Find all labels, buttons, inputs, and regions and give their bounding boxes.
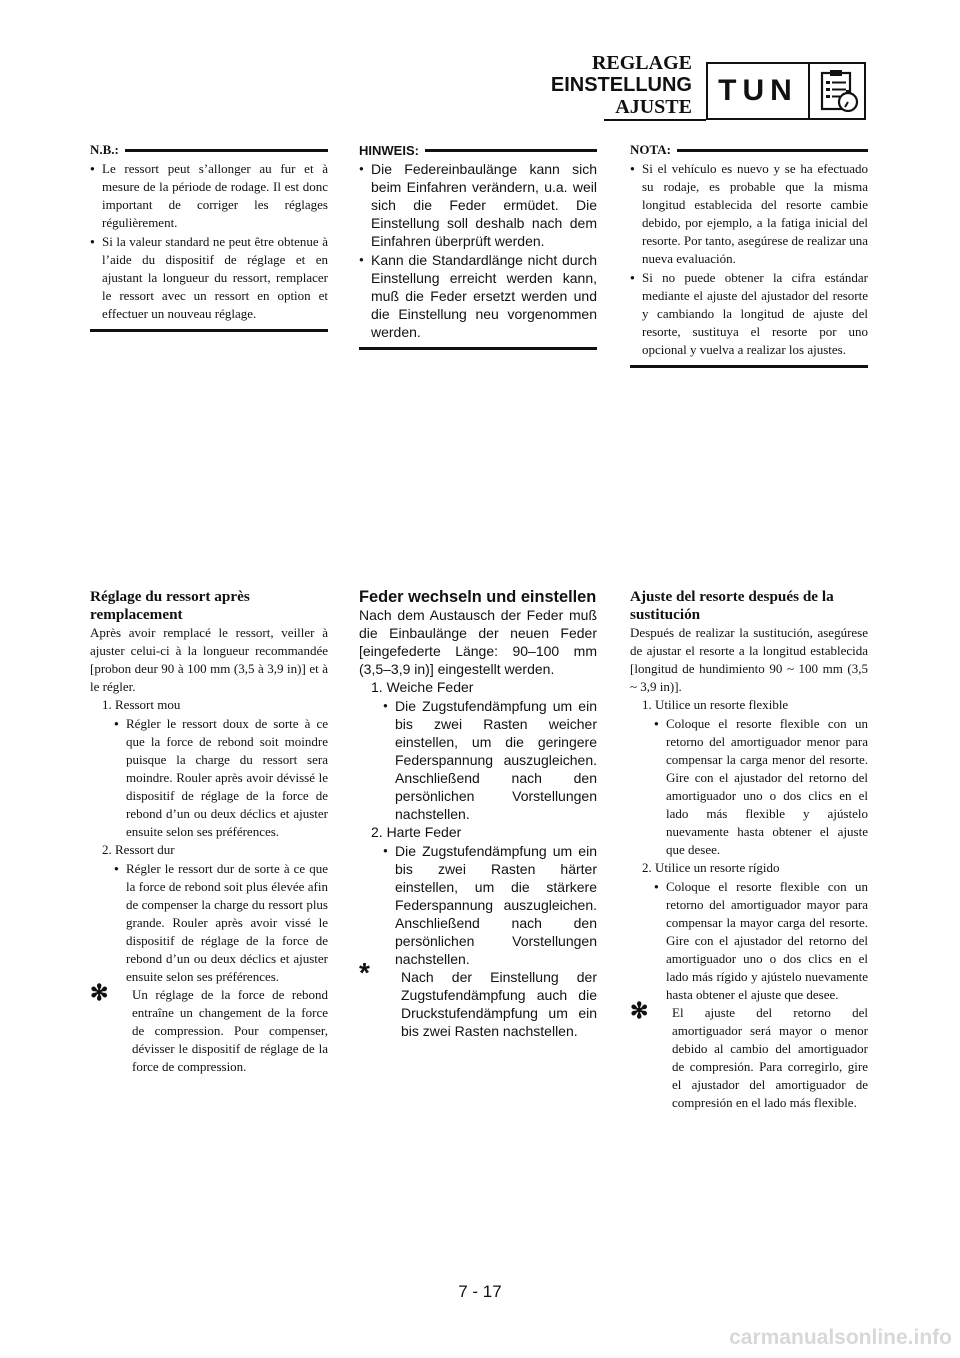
title-de: EINSTELLUNG xyxy=(550,74,692,96)
note-es-rule xyxy=(677,149,868,152)
section-es-step1-list xyxy=(630,715,868,859)
section-es-title: Ajuste del resorte después de la sustitución xyxy=(630,588,834,623)
note-fr-rule xyxy=(125,149,328,152)
section-fr-step1-heading: 1. Ressort mou xyxy=(102,697,181,712)
section-code: TUN xyxy=(718,74,798,107)
section-badge xyxy=(706,62,866,120)
section-titles xyxy=(551,52,692,118)
section-de-step1-list xyxy=(359,697,597,823)
list-item: ● Die Zugstufendämpfung um ein bis zwei Rasten weicher einstellen, um die geringere Federspannung auszugleichen. Anschließend nach den persönlichen Vorstellungen nachstellen. xyxy=(383,697,597,823)
title-es: AJUSTE xyxy=(615,96,692,118)
section-fr-step2-heading: 2. Ressort dur xyxy=(102,842,175,857)
section-de-step2-list xyxy=(359,842,597,968)
note-es-header xyxy=(630,142,868,158)
section-es-intro: Después de realizar la sustitución, asegúrese de ajustar el resorte a la longitud establecida [longitud de hundimiento 90 ~ 100 mm (3,5 ~ 3,9 in)]. xyxy=(630,625,868,694)
watermark: carmanualsonline.info xyxy=(729,1326,952,1349)
list-item: ● Kann die Standardlänge nicht durch Einstellung erreicht werden kann, muß die Feder ersetzt werden und die Einstellung neu vorgenommen werden. xyxy=(359,251,597,341)
section-de-title: Feder wechseln und einstellen xyxy=(359,588,597,606)
note-es-list xyxy=(630,160,868,359)
section-es-note-text: El ajuste del retorno del amortiguador será mayor o menor debido al cambio del amortiguador de compresión. Para corregirlo, gire el ajustador del amortiguador de compresión en el lado más flexible. xyxy=(672,1005,868,1110)
section-de-asterisk-note xyxy=(359,957,597,1040)
section-es-asterisk-note xyxy=(630,998,868,1112)
title-fr: REGLAGE xyxy=(591,52,692,74)
asterisk-icon: ✻ xyxy=(90,980,109,1005)
note-fr-end-rule xyxy=(90,329,328,332)
section-de xyxy=(359,588,597,1040)
list-item: ● Si el vehículo es nuevo y se ha efectuado su rodaje, es probable que la misma longitud establecida del resorte cambie debido, por ejemplo, a la fatiga inicial del resorte. Por tanto, asegúrese de realizar una nueva evaluación. xyxy=(630,160,868,268)
section-de-step2-heading: 2. Harte Feder xyxy=(371,824,462,840)
section-es xyxy=(630,588,868,1112)
list-item: ● Le ressort peut s’allonger au fur et à mesure de la période de rodage. Il est donc important de corriger les réglages régulièrement. xyxy=(90,160,328,232)
asterisk-icon: ✻ xyxy=(630,998,649,1023)
list-item: ● Coloque el resorte flexible con un retorno del amortiguador mayor para compensar la mayor carga del resorte. Gire con el ajustador del retorno del amortiguador uno o dos clics en el lado más rígido y ajústelo nuevamente hasta obtener el ajuste que desee. xyxy=(654,878,868,1004)
list-item: ● Si la valeur standard ne peut être obtenue à l’aide du dispositif de réglage et en ajustant la longueur du ressort, remplacer le ressort avec un ressort en option et effectuer un nouveau réglage. xyxy=(90,233,328,323)
note-de-header xyxy=(359,142,597,158)
page-number: 7 - 17 xyxy=(458,1282,502,1301)
section-es-step2-list xyxy=(630,878,868,1004)
list-item: ● Die Federeinbaulänge kann sich beim Einfahren verändern, u.a. weil sich die Feder ermüdet. Die Einstellung soll deshalb nach dem Einfahren überprüft werden. xyxy=(359,160,597,250)
list-item: ● Si no puede obtener la cifra estándar mediante el ajuste del ajustador del resorte y cambiando la longitud de ajuste del resorte, sustituya el resorte por uno opcional y vuelva a realizar los ajustes. xyxy=(630,269,868,359)
note-es-end-rule xyxy=(630,365,868,368)
note-de-list xyxy=(359,160,597,341)
section-fr-title: Réglage du ressort après remplacement xyxy=(90,588,250,623)
asterisk-icon: * xyxy=(359,957,370,988)
badge-divider xyxy=(808,64,810,118)
section-es-step1-heading: 1. Utilice un resorte flexible xyxy=(642,697,789,712)
note-fr-list xyxy=(90,160,328,323)
section-fr-step2-list xyxy=(90,860,328,986)
section-fr-step1-list xyxy=(90,715,328,841)
note-de xyxy=(359,142,597,350)
note-es-label: NOTA: xyxy=(630,142,671,157)
section-es-step2-heading: 2. Utilice un resorte rígido xyxy=(642,860,780,875)
list-item: ● Die Zugstufendämpfung um ein bis zwei Rasten härter einstellen, um die stärkere Federspannung auszugleichen. Anschließend nach den persönlichen Vorstellungen nachstellen. xyxy=(383,842,597,968)
clipboard-stopwatch-icon xyxy=(814,67,862,115)
note-es xyxy=(630,142,868,368)
list-item: ● Régler le ressort doux de sorte à ce que la force de rebond soit moindre puisque la charge du ressort sera moindre. Rouler après avoir dévissé le dispositif de réglage de la force de rebond d’un ou deux déclics et ajuster ensuite selon ses préférences. xyxy=(114,715,328,841)
note-de-end-rule xyxy=(359,347,597,350)
section-fr-intro: Après avoir remplacé le ressort, veiller à ajuster celui-ci à la longueur recommandée [probon deur 90 à 100 mm (3,5 à 3,9 in)] et à le régler. xyxy=(90,625,328,694)
list-item: ● Coloque el resorte flexible con un retorno del amortiguador menor para compensar la carga menor del resorte. Gire con el ajustador del retorno del amortiguador uno o dos clics en el lado más flexible y ajústelo nuevamente hasta obtener el ajuste que desee. xyxy=(654,715,868,859)
note-fr xyxy=(90,142,328,332)
list-item: ● Régler le ressort dur de sorte à ce que la force de rebond soit plus élevée afin de compenser la charge du ressort plus grande. Rouler après avoir vissé le dispositif de réglage de la force de rebond d’un ou deux déclics et ajuster ensuite selon ses préférences. xyxy=(114,860,328,986)
note-de-rule xyxy=(425,149,597,152)
section-de-intro: Nach dem Austausch der Feder muß die Einbaulänge der neuen Feder [eingefederte Länge: 90–100 mm (3,5–3,9 in)] eingestellt werden. xyxy=(359,607,597,677)
note-de-label: HINWEIS: xyxy=(359,142,419,158)
section-fr-asterisk-note xyxy=(90,980,328,1076)
section-de-step1-heading: 1. Weiche Feder xyxy=(371,679,474,695)
header-rule xyxy=(604,119,706,121)
section-de-note-text: Nach der Einstellung der Zugstufendämpfung auch die Druckstufendämpfung um ein bis zwei Rasten nachstellen. xyxy=(401,969,597,1039)
section-fr xyxy=(90,588,328,1076)
note-fr-label: N.B.: xyxy=(90,142,119,157)
note-fr-header xyxy=(90,142,328,158)
section-fr-note-text: Un réglage de la force de rebond entraîne un changement de la force de compression. Pour compenser, dévisser le dispositif de réglage de la force de compression. xyxy=(132,987,328,1074)
